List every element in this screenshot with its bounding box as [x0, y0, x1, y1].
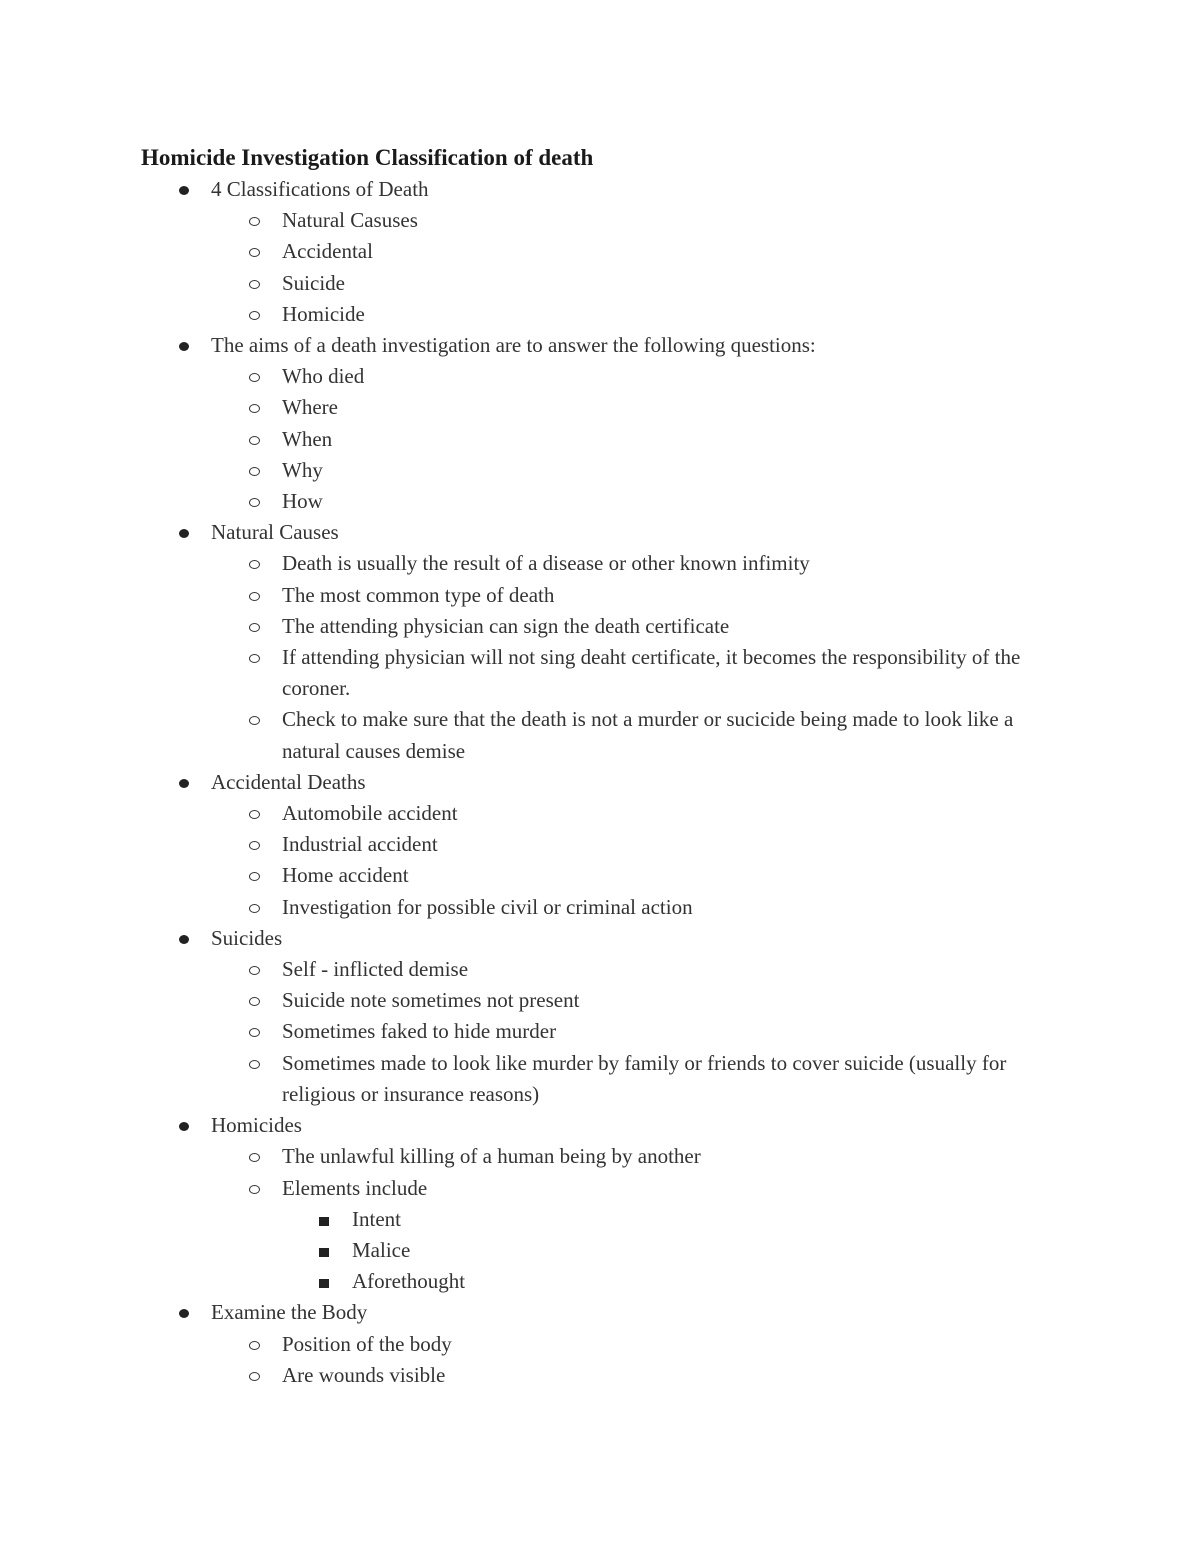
- hollow-bullet-icon: [249, 810, 260, 819]
- list-item-text: Where: [282, 395, 338, 420]
- list-item-text: Sometimes faked to hide murder: [282, 1019, 557, 1044]
- outline-section: [0, 923, 1200, 1110]
- list-item: [0, 892, 1200, 923]
- list-item: [0, 455, 1200, 486]
- list-item-text: Position of the body: [282, 1331, 452, 1356]
- list-item-text: Are wounds visible: [282, 1362, 446, 1387]
- list-item-text: Suicide note sometimes not present: [282, 988, 580, 1013]
- outline-section: [0, 517, 1200, 767]
- section-item-list: [0, 1329, 1200, 1391]
- list-item-text: Home accident: [282, 863, 409, 888]
- section-heading: Accidental Deaths: [211, 769, 366, 794]
- section-item-list: [0, 1141, 1200, 1297]
- outline-section: [0, 1110, 1200, 1297]
- hollow-bullet-icon: [249, 498, 260, 507]
- list-item: [0, 704, 1200, 766]
- list-item: [0, 205, 1200, 236]
- list-item: [0, 985, 1200, 1016]
- outline-section: [0, 1297, 1200, 1391]
- list-item: [0, 548, 1200, 579]
- list-item-text: Homicide: [282, 301, 365, 326]
- section-heading: 4 Classifications of Death: [211, 177, 429, 201]
- list-item-text: If attending physician will not sing deaht certificate, it becomes the responsibility of the coroner.: [282, 645, 1021, 701]
- list-item-text: Who died: [282, 364, 365, 389]
- hollow-bullet-icon: [249, 623, 260, 632]
- list-item-text: The unlawful killing of a human being by another: [282, 1144, 701, 1169]
- hollow-bullet-icon: [249, 1341, 260, 1350]
- list-item-text: Why: [282, 457, 323, 482]
- hollow-bullet-icon: [249, 1372, 260, 1381]
- list-item-text: Automobile accident: [282, 801, 458, 826]
- nested-list-item: [0, 1235, 1200, 1266]
- hollow-bullet-icon: [249, 467, 260, 476]
- list-item: [0, 1141, 1200, 1172]
- list-item: [0, 392, 1200, 423]
- list-item: [0, 361, 1200, 392]
- hollow-bullet-icon: [249, 592, 260, 601]
- nested-item-text: Intent: [352, 1206, 401, 1231]
- list-item-text: When: [282, 426, 333, 451]
- filled-bullet-icon: [179, 342, 189, 351]
- section-heading: Suicides: [211, 925, 283, 950]
- classification-outline: [0, 174, 1200, 1391]
- list-item-text: Investigation for possible civil or criminal action: [282, 894, 693, 919]
- section-item-list: [0, 205, 1200, 330]
- list-item: [0, 642, 1200, 704]
- hollow-bullet-icon: [249, 436, 260, 445]
- list-item: [0, 798, 1200, 829]
- section-item-list: [0, 798, 1200, 923]
- hollow-bullet-icon: [249, 311, 260, 320]
- section-heading: Natural Causes: [211, 520, 339, 545]
- square-bullet-icon: [319, 1217, 329, 1226]
- list-item-text: Sometimes made to look like murder by family or friends to cover suicide (usually for religious or insurance reasons): [282, 1050, 1007, 1106]
- nested-list-item: [0, 1204, 1200, 1235]
- section-heading: Homicides: [211, 1113, 302, 1138]
- list-item: [0, 1360, 1200, 1391]
- outline-section: [0, 330, 1200, 517]
- filled-bullet-icon: [179, 779, 189, 788]
- list-item: [0, 954, 1200, 985]
- hollow-bullet-icon: [249, 904, 260, 913]
- list-item-text: Accidental: [282, 239, 373, 264]
- list-item-text: Death is usually the result of a disease or other known infimity: [282, 551, 810, 576]
- list-item: [0, 236, 1200, 267]
- list-item-text: Check to make sure that the death is not a murder or sucicide being made to look like a natural causes demise: [282, 707, 1014, 763]
- document-title: Homicide Investigation Classification of death: [141, 145, 594, 170]
- section-heading: Examine the Body: [211, 1300, 368, 1325]
- section-heading: The aims of a death investigation are to answer the following questions:: [211, 333, 816, 358]
- nested-item-text: Malice: [352, 1237, 411, 1262]
- list-item-text: The most common type of death: [282, 582, 555, 607]
- list-item: [0, 299, 1200, 330]
- list-item-text: How: [282, 489, 323, 514]
- list-item-text: Self - inflicted demise: [282, 957, 469, 982]
- section-item-list: [0, 548, 1200, 766]
- list-item: [0, 486, 1200, 517]
- hollow-bullet-icon: [249, 654, 260, 663]
- list-item-text: Suicide: [282, 270, 345, 295]
- nested-list-item: [0, 1266, 1200, 1297]
- list-item: [0, 1048, 1200, 1110]
- list-item: [0, 1329, 1200, 1360]
- square-bullet-icon: [319, 1279, 329, 1288]
- section-item-list: [0, 361, 1200, 517]
- list-item: [0, 268, 1200, 299]
- hollow-bullet-icon: [249, 1060, 260, 1069]
- filled-bullet-icon: [179, 935, 189, 944]
- list-item: [0, 611, 1200, 642]
- hollow-bullet-icon: [249, 280, 260, 289]
- section-item-list: [0, 954, 1200, 1110]
- nested-item-text: Aforethought: [352, 1269, 466, 1294]
- list-item: [0, 1016, 1200, 1047]
- list-item: [0, 1173, 1200, 1298]
- list-item: [0, 829, 1200, 860]
- nested-item-list: [0, 1204, 1200, 1298]
- filled-bullet-icon: [179, 186, 189, 195]
- hollow-bullet-icon: [249, 1185, 260, 1194]
- list-item: [0, 860, 1200, 891]
- list-item: [0, 424, 1200, 455]
- outline-section: [0, 174, 1200, 330]
- list-item-text: Elements include: [282, 1175, 428, 1200]
- list-item-text: Industrial accident: [282, 832, 438, 857]
- list-item-text: Natural Casuses: [282, 208, 418, 233]
- list-item: [0, 580, 1200, 611]
- square-bullet-icon: [319, 1248, 329, 1257]
- outline-section: [0, 767, 1200, 923]
- list-item-text: The attending physician can sign the death certificate: [282, 613, 730, 638]
